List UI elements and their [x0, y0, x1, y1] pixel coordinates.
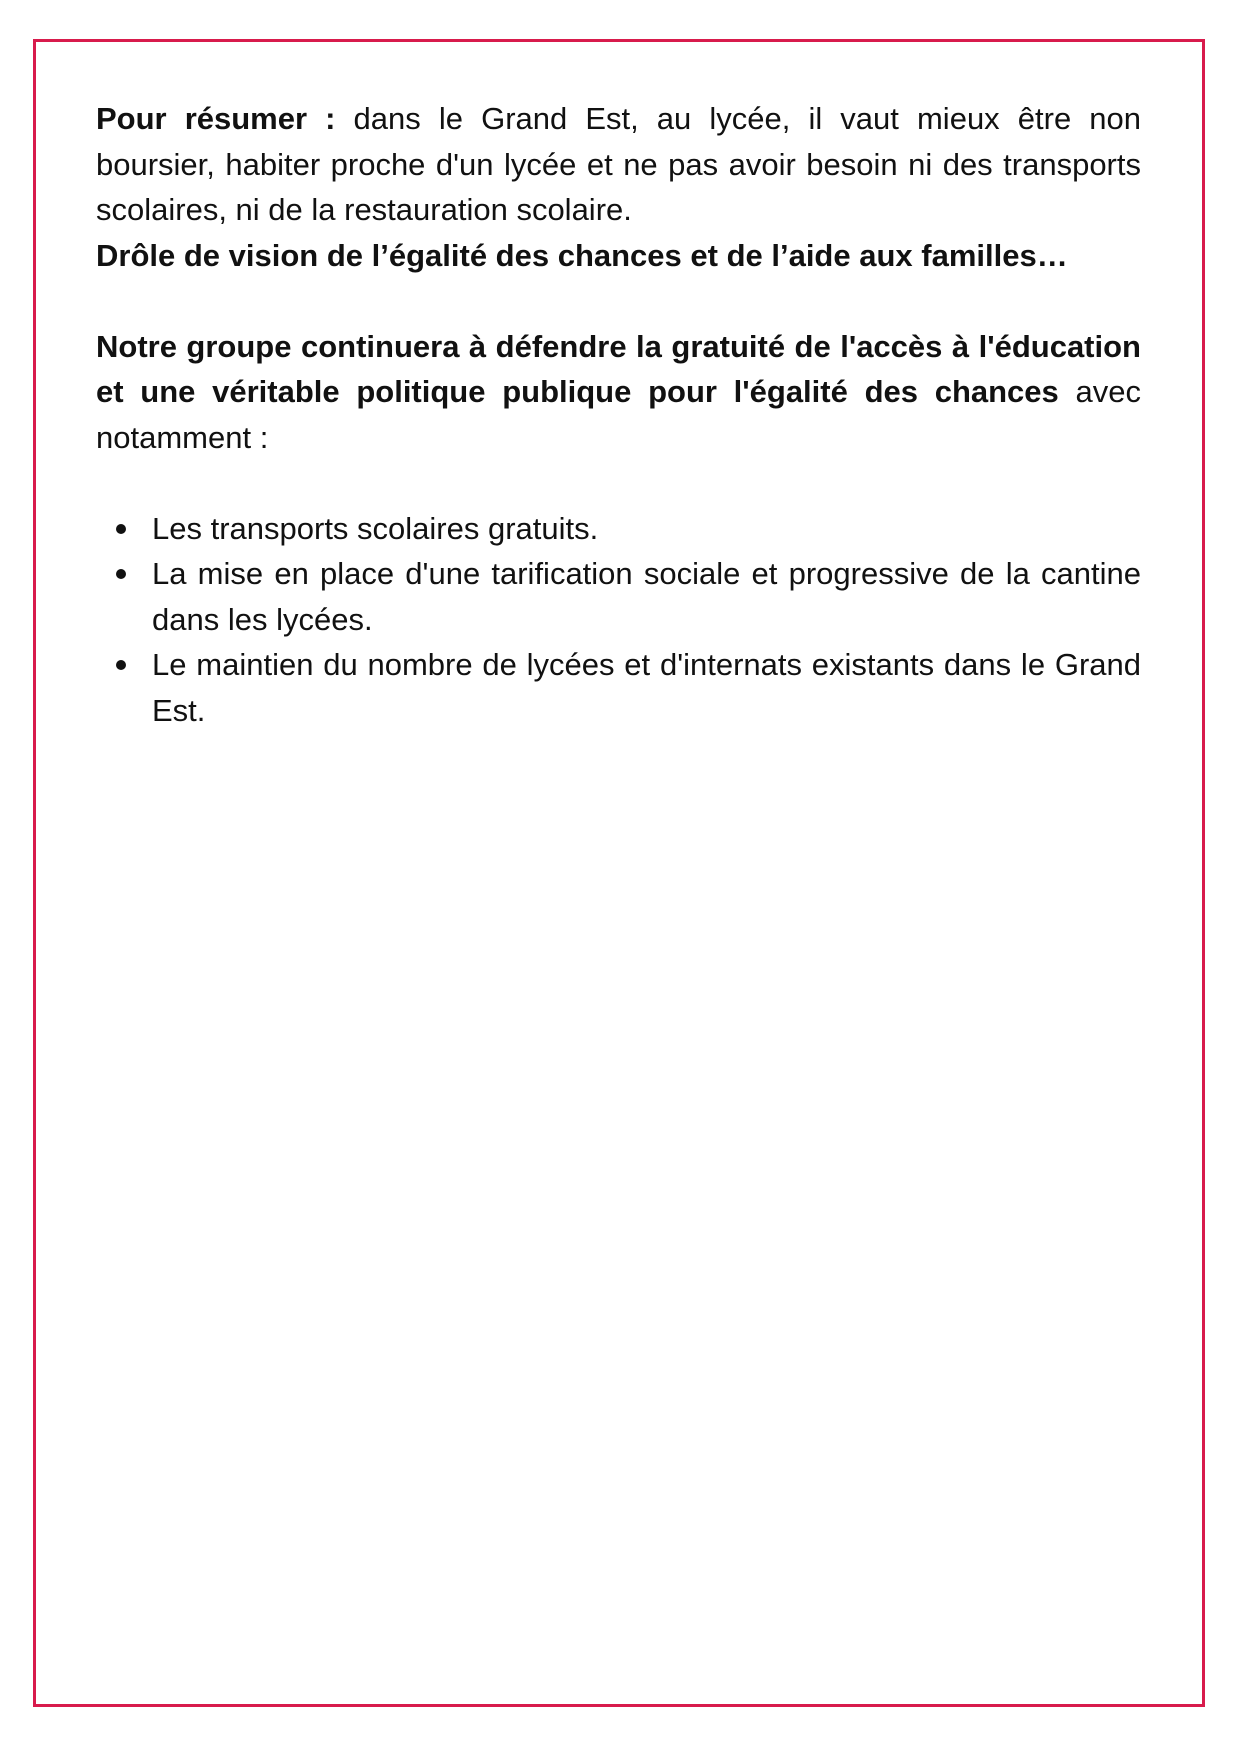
commitment-rest: avec notamment :: [96, 374, 1141, 455]
summary-lead: Pour résumer :: [96, 101, 336, 136]
document-body: [96, 96, 1141, 733]
list-item: [96, 551, 1141, 642]
list-item-text: La mise en place d'une tarification sociale et progressive de la cantine dans les lycées.: [152, 556, 1141, 637]
bullet-icon: [116, 524, 126, 534]
remark-line: Drôle de vision de l’égalité des chances et de l’aide aux familles…: [96, 237, 1068, 273]
spacer: [96, 460, 1141, 506]
list-item: [96, 506, 1141, 552]
bullet-icon: [116, 660, 126, 670]
commitment-bold: Notre groupe continuera à défendre la gratuité de l'accès à l'éducation et une véritable politique publique pour l'égalité des chances: [96, 328, 1141, 409]
list-item: [96, 642, 1141, 733]
list-item-text: Les transports scolaires gratuits.: [152, 510, 599, 546]
bullet-icon: [116, 569, 126, 579]
summary-paragraph: [96, 96, 1141, 233]
commitment-paragraph: [96, 324, 1141, 461]
proposals-list: [96, 506, 1141, 734]
summary-text: dans le Grand Est, au lycée, il vaut mieux être non boursier, habiter proche d'un lycée et ne pas avoir besoin ni des transports scolaires, ni de la restauration scolaire.: [96, 101, 1141, 227]
list-item-text: Le maintien du nombre de lycées et d'internats existants dans le Grand Est.: [152, 647, 1141, 728]
spacer: [96, 278, 1141, 324]
